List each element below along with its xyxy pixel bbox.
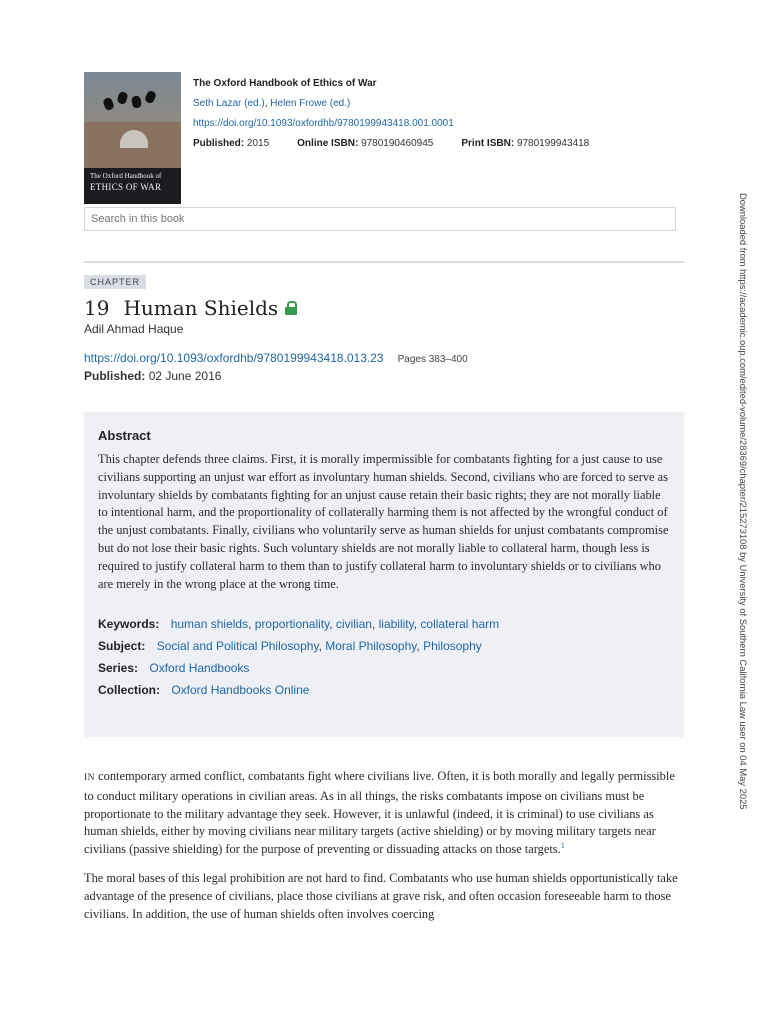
- keywords-row: Keywords: human shields, proportionality, civilian, liability, collateral harm: [98, 617, 500, 632]
- chapter-doi-link[interactable]: https://doi.org/10.1093/oxfordhb/9780199943418.013.23: [84, 351, 384, 365]
- abstract-panel: [84, 412, 684, 737]
- book-title: The Oxford Handbook of Ethics of War: [193, 78, 377, 89]
- search-in-book-input[interactable]: [84, 207, 676, 231]
- divider: [84, 261, 684, 263]
- keyword-link[interactable]: liability: [378, 617, 414, 632]
- cover-title-large: ETHICS OF WAR: [90, 182, 162, 192]
- download-watermark: Downloaded from https://academic.oup.com/edited-volume/28369/chapter/215273108 by University of Southern California Law user on 04 May 2025: [738, 193, 749, 810]
- abstract-heading: Abstract: [98, 428, 151, 443]
- abstract-text: This chapter defends three claims. First, it is morally impermissible for combatants fighting for a just cause to use civilians supporting an unjust war effort as involuntary human shields. Second, civilians who are forced to serve as involuntary shields by combatants fighting for an unjust cause retain their basic rights; they are not morally liable to intentional harm, and the proportionality of collaterally harming them is not affected by the wrongful conduct of the unjust combatants. Finally, civilians who voluntarily serve as human shields for unjust combatants compromise but do not lose their basic rights. Such voluntary shields are not morally liable to collateral harm, though less is required to justify collateral harm to them than to justify collateral harm to involuntary shields or to civilians who are merely in the wrong place at the wrong time.: [98, 452, 669, 591]
- chapter-body: [84, 768, 684, 923]
- chapter-title: [84, 295, 684, 321]
- keyword-link[interactable]: human shields: [170, 617, 249, 632]
- cover-title-small: The Oxford Handbook of: [90, 172, 162, 180]
- subject-link[interactable]: Social and Political Philosophy: [156, 639, 319, 654]
- book-doi-link[interactable]: https://doi.org/10.1093/oxfordhb/9780199943418.001.0001: [193, 118, 454, 129]
- keyword-link[interactable]: proportionality: [254, 617, 330, 632]
- collection-row: Collection: Oxford Handbooks Online: [98, 683, 310, 698]
- subject-row: Subject: Social and Political Philosophy, Moral Philosophy, Philosophy: [98, 639, 482, 654]
- subject-link[interactable]: Moral Philosophy: [325, 639, 417, 654]
- chapter-number: 19: [84, 296, 110, 320]
- series-row: Series: Oxford Handbooks: [98, 661, 250, 676]
- book-editors: Seth Lazar (ed.), Helen Frowe (ed.): [193, 98, 351, 109]
- editor-link-lazar[interactable]: Seth Lazar (ed.): [193, 98, 265, 109]
- body-paragraph: The moral bases of this legal prohibition are not hard to find. Combatants who use human shields opportunistically take advantage of the presence of civilians, place those civilians at grave risk, and often occasion foreseeable harm to those civilians. In addition, the use of human shields often involves coercing: [84, 870, 678, 921]
- editor-link-frowe[interactable]: Helen Frowe (ed.): [270, 98, 351, 109]
- keyword-link[interactable]: civilian: [335, 617, 372, 632]
- series-link[interactable]: Oxford Handbooks: [149, 661, 250, 676]
- collection-link[interactable]: Oxford Handbooks Online: [171, 683, 310, 698]
- body-paragraph: IN contemporary armed conflict, combatants fight where civilians live. Often, it is both morally and legally permissible to conduct military operations in civilian areas. As in all things, the risks combatants impose on civilians must be proportionate to the military advantage they seek. However, it is unlawful (indeed, it is criminal) to use civilians as human shields, either by moving civilians near military targets (active shielding) or by moving military targets near civilians (passive shielding) for the purpose of preventing or dissuading attacks on those targets.$^1$: [84, 769, 675, 857]
- page-content: [84, 72, 684, 934]
- book-header: [84, 72, 684, 204]
- book-cover-image[interactable]: [84, 72, 181, 204]
- book-publication-info: Published: 2015 Online ISBN: 9780190460945 Print ISBN: 9780199943418: [193, 138, 590, 149]
- chapter-pages: Pages 383–400: [397, 354, 468, 365]
- chapter-title-text: Human Shields: [123, 296, 279, 320]
- chapter-tag: CHAPTER: [84, 275, 146, 289]
- book-meta: [193, 72, 684, 204]
- chapter-published: Published: 02 June 2016: [84, 369, 222, 383]
- footnote-link[interactable]: 1: [560, 841, 565, 851]
- open-access-lock-icon: [285, 301, 297, 315]
- subject-link[interactable]: Philosophy: [423, 639, 482, 654]
- keyword-link[interactable]: collateral harm: [420, 617, 500, 632]
- chapter-author: Adil Ahmad Haque: [84, 322, 184, 336]
